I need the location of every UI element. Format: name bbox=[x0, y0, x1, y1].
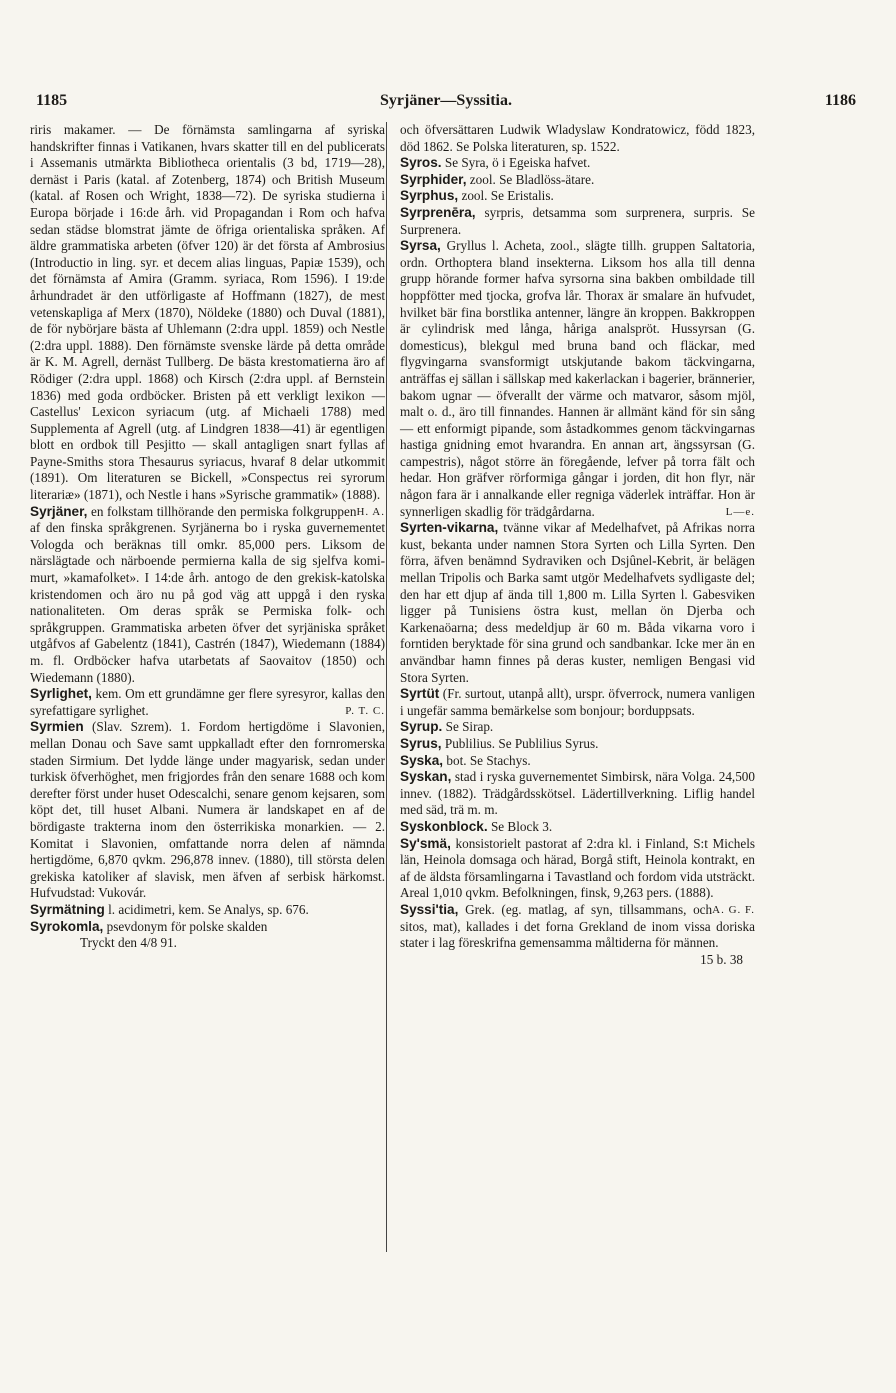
dictionary-entry bbox=[400, 155, 755, 172]
entry-headword: Syrokomla, bbox=[30, 918, 104, 934]
dictionary-entry bbox=[400, 686, 755, 719]
entry-headword: Sy'smä, bbox=[400, 835, 451, 851]
dictionary-entry bbox=[400, 753, 755, 770]
entry-text: (Fr. surtout, utanpå allt), urspr. öfverrock, numera vanligen i ungefär samma bemärkelse som bonjour; borduppsats. bbox=[400, 686, 755, 718]
dictionary-entry bbox=[30, 719, 385, 902]
entry-text: l. acidimetri, kem. Se Analys, sp. 676. bbox=[104, 901, 309, 917]
author-signature: H. A. bbox=[356, 505, 385, 518]
dictionary-entry bbox=[400, 520, 755, 686]
entry-text: riris makamer. — De förnämsta samlingarna af syriska handskrifter finnas i Vatikanen, hvars skatter till en del publicerats i Assemanis utmärkta Bibliotheca orientalis (3 bd, 1719—28), dernäst i Paris (katal. af Zotenberg, 1874) och British Museum (katal. af Rosen och Wright, 1838—72). De syriska studierna i Europa började i 16:de årh. vid Propagandan i Rom och hafva sedan städse blomstrat jämte de öfriga orientaliska språken. Af äldre grammatiska arbeten (öfver 120) är det första af Ambrosius (Introductio in ling. syr. et decem alias linguas, Papiæ 1539), och det förnämsta af Amira (Gramm. syriaca, Rom 1596). I 19:de århundradet är den utförligaste af Hoffmann (1827), de mest vetenskapliga af Merx (1870), Nöldeke (1880) och Duval (1881), de för nybörjare bästa af Uhlemann (2:dra uppl. 1859) och Nestle (2:dra uppl. 1888). Den förnämste svenske lärde på detta område är K. M. Agrell, dernäst Tullberg. De bästa krestomatierna äro af Rödiger (2:dra uppl. 1868) och Kirsch (2:dra uppl. af Bernstein 1836) med goda ordböcker. Bristen på ett verkligt lexikon — Castellus' Lexicon syriacum (utg. af Michaeli 1788) med Supplementa af Agrell (utg. af Lindgren 1838—41) är egentligen blott en ordbok till Pesjitto — skall antagligen snart fyllas af Payne-Smiths stora Thesaurus syriacus, hvaraf 8 delar utkommit (1891). Om literaturen se Bickell, »Conspectus rei syrorum literariæ» (1871), och Nestle i hans »Syrische grammatik» (1888). bbox=[30, 122, 385, 503]
entry-headword: Syros. bbox=[400, 155, 442, 171]
dictionary-entry bbox=[400, 819, 755, 836]
entry-text: Se Block 3. bbox=[487, 818, 553, 834]
dictionary-entry bbox=[400, 719, 755, 736]
entry-headword: Syrjäner, bbox=[30, 503, 88, 519]
entry-text: Gryllus l. Acheta, zool., slägte tillh. gruppen Saltatoria, ordn. Orthoptera bland insekterna. Liksom hos alla till denna grupp hörande former hafva syrsorna sina bakben ombildade till hoppfötter med tjocka, grofva lår. Thorax är smalare än hufvudet, hvilket bär fina borstlika antenner, längre än kroppen. Bakkroppen är cylindrisk med långa, håriga analspröt. Hussyrsan (G. domesticus), blekgul med bruna band och fläckar, med flygvingarna svansformigt utskjutande bakom täckvingarna, anträffas ej sällan i sällskap med kakerlackan i bagerier, brännerier, bakom ugnar — öfverallt der värme och matvaror, såsom mjöl, malt o. d., äro till finnandes. Hannen är allmänt känd för sin sång — ett enformigt pipande, som åstadkommes genom täckvingarnas hastiga gnidning emot hvarandra. En annan art, ängssyrsan (G. campestris), något större än föregående, lefver på torra fält och hedar. Hon gräfver rörformiga gångar i jorden, dit hon flyr, när någon fara är i annalkande eller regniga väderlek inträffar. Hon är synnerligen skadlig för trädgårdarna. bbox=[400, 238, 755, 519]
entry-headword: Syrten-vikarna, bbox=[400, 520, 499, 536]
print-date: Tryckt den 4/8 91. bbox=[80, 935, 177, 951]
print-date-footer bbox=[30, 935, 385, 952]
left-column bbox=[30, 122, 385, 952]
entry-text: (Slav. Szrem). 1. Fordom hertigdöme i Slavonien, mellan Donau och Save samt uppkalladt efter den fornromerska staden Sirmium. Det lydde länge under magyarisk, sedan under turkisk öfverhöghet, men frigjordes från den senare 1688 och kom derefter först under huset Odescalchi, senare genom kejsaren, som köpt det, till huset Albani. Numera är landskapet en af de bördigaste trakterna inom den österrikiska monarkien. — 2. Komitat i Slavonien, omfattande norra delen af nämnda hertigdöme, 6,870 qvkm. 296,878 innev. (1880), till största delen grekiska katoliker af slavisk, men äfven af serbisk härkomst. Hufvudstad: Vukovár. bbox=[30, 719, 385, 901]
entry-text: en folkstam tillhörande den permiska folkgruppen af den finska språkgrenen. Syrjänerna bo i ryska guvernementet Vologda och beräknas till omkr. 85,000 pers. Liksom de närslägtade och närboende permierna kalla de sig sjelfva komi-murt, »kamafolket». I 14:de årh. antogo de den grekisk-katolska kristendomen och äro nu på god väg att uppgå i den ryska nationaliteten. Om deras språk se Permiska folk- och språkgruppen. Grammatiska arbeten öfver det syrjäniska språket utgåfvos af Gabelentz (1841), Castrén (1847), Wiedemann (1884) m. fl. Ordböcker hafva utarbetats af Saovaitov (1850) och Wiedemann (1880). bbox=[30, 503, 385, 685]
entry-text: Grek. (eg. matlag, af syn, tillsammans, och sitos, mat), kallades i det forna Grekland de inom vissa doriska stater i lag föreskrifna gemensamma måltiderna för männen. bbox=[400, 901, 755, 951]
entry-headword: Syska, bbox=[400, 752, 444, 768]
entry-text: stad i ryska guvernementet Simbirsk, nära Volga. 24,500 innev. (1882). Trädgårdsskötsel. Lädertillverkning. Liflig handel med säd, trä m. m. bbox=[400, 769, 755, 818]
author-signature: A. G. F. bbox=[712, 903, 755, 916]
entry-headword: Syrmien bbox=[30, 719, 84, 735]
entry-text: Se Sirap. bbox=[442, 719, 494, 735]
entry-text: zool. Se Eristalis. bbox=[458, 188, 554, 204]
sheet-signature: 15 b. 38 bbox=[700, 951, 743, 967]
entry-text: bot. Se Stachys. bbox=[443, 752, 531, 768]
entry-headword: Syrus, bbox=[400, 735, 442, 751]
dictionary-entry bbox=[400, 736, 755, 753]
entry-text: kem. Om ett grundämne ger flere syresyror, kallas den syrefattigare syrlighet. bbox=[30, 686, 385, 718]
dictionary-entry bbox=[400, 172, 755, 189]
entry-headword: Syskan, bbox=[400, 769, 452, 785]
right-column bbox=[400, 122, 755, 968]
entry-headword: Syrphider, bbox=[400, 171, 467, 187]
entry-headword: Syrup. bbox=[400, 719, 443, 735]
entry-headword: Syrlighet, bbox=[30, 686, 92, 702]
entry-text: konsistorielt pastorat af 2:dra kl. i Finland, S:t Michels län, Heinola domsaga och härad, Borgå stift, Heinola kontrakt, en af de äldsta församlingarna i Tavastland och fordom vida utsträckt. Areal 1,010 qvkm. Befolkningen, finsk, 9,263 pers. (1888). bbox=[400, 835, 755, 901]
entry-headword: Syrsa, bbox=[400, 238, 441, 254]
dictionary-entry bbox=[30, 902, 385, 919]
dictionary-entry bbox=[400, 902, 755, 952]
dictionary-entry bbox=[30, 919, 385, 936]
dictionary-entry bbox=[400, 238, 755, 520]
entry-headword: Syrprenēra, bbox=[400, 204, 476, 220]
dictionary-entry bbox=[30, 504, 385, 687]
entry-headword: Syrphus, bbox=[400, 188, 459, 204]
entry-text: syrpris, detsamma som surprenera, surpris. Se Surprenera. bbox=[400, 204, 755, 237]
entry-text: tvänne vikar af Medelhafvet, på Afrikas norra kust, bekanta under namnen Stora Syrten och Lilla Syrten. Den förra, äfven benämnd Sydraviken och Dsjûnel-Kebrit, är belägen mellan Tripolis och Barka samt utgör Medelhafvets sydligaste del; den har ett djup af ända till 1,800 m. Lilla Syrten l. Gabesviken ligger på Tunisiens östra kust, mellan ön Djerba och Karkenaöarna; dess medeldjup är 60 m. Båda vikarna voro i forntiden beryktade för sina grund och sandbankar. Icke mer än en användbar hamn finnes på deras kuster, nemligen Bengasi vid Stora Syrten. bbox=[400, 520, 755, 685]
author-signature: P. T. C. bbox=[345, 704, 385, 717]
page-header bbox=[36, 92, 856, 114]
dictionary-entry bbox=[30, 686, 385, 719]
entry-headword: Syskonblock. bbox=[400, 818, 488, 834]
entry-text: zool. Se Bladlöss-ätare. bbox=[466, 171, 595, 187]
entry-headword: Syrtüt bbox=[400, 686, 440, 702]
entry-text: psevdonym för polske skalden bbox=[103, 918, 268, 934]
left-page-number: 1185 bbox=[36, 92, 68, 109]
author-signature: L—e. bbox=[725, 505, 755, 518]
column-divider bbox=[386, 122, 387, 1252]
entry-text: Se Syra, ö i Egeiska hafvet. bbox=[441, 155, 591, 171]
entry-headword: Syrmätning bbox=[30, 901, 105, 917]
entry-text: Publilius. Se Publilius Syrus. bbox=[441, 735, 599, 751]
dictionary-entry bbox=[400, 769, 755, 819]
dictionary-entry bbox=[400, 205, 755, 238]
entry-text: och öfversättaren Ludwik Wladyslaw Kondratowicz, född 1823, död 1862. Se Polska literaturen, sp. 1522. bbox=[400, 122, 755, 154]
continued-entry bbox=[400, 122, 755, 155]
dictionary-entry bbox=[400, 188, 755, 205]
running-title: Syrjäner—Syssitia. bbox=[380, 92, 512, 109]
entry-headword: Syssi'tia, bbox=[400, 901, 459, 917]
right-page-number: 1186 bbox=[824, 92, 856, 109]
